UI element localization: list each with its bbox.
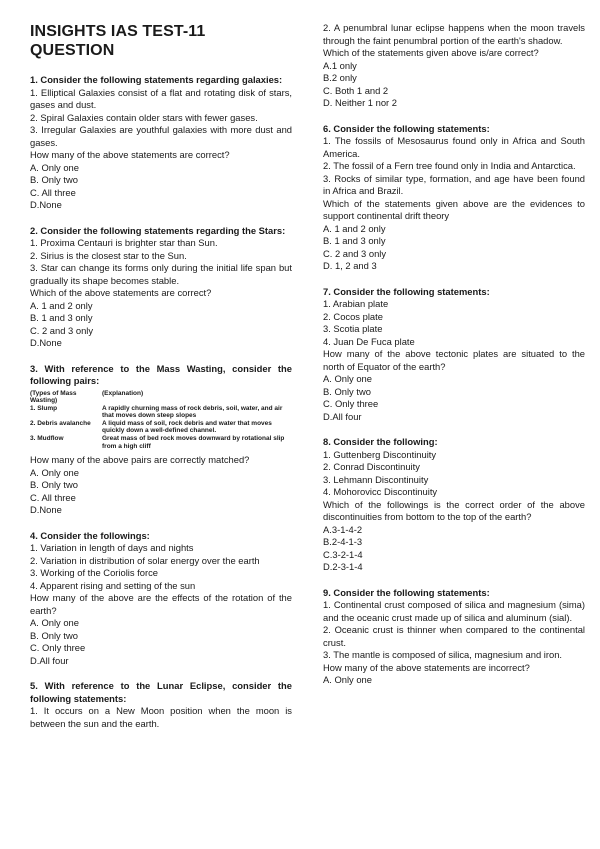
- question-line: A. Only one: [30, 161, 79, 173]
- question-line: 4. Juan De Fuca plate: [323, 335, 415, 347]
- question-heading: 7. Consider the following statements:: [323, 285, 490, 297]
- pairs-row: [30, 435, 292, 450]
- question-line: 1. It occurs on a New Moon position when the moon is between the sun and the earth.: [30, 705, 292, 729]
- question-line: C.3-2-1-4: [323, 548, 363, 560]
- pairs-cell: 1. Slump: [30, 404, 58, 412]
- pairs-cell: Great mass of bed rock moves downward by rotational slip from a high cliff: [102, 435, 285, 450]
- question-line: 1. Arabian plate: [323, 298, 389, 309]
- question-line: Which of the statements given above are the evidences to support continental drift theory: [323, 197, 585, 221]
- question-line: 3. Scotia plate: [323, 323, 383, 334]
- question-block: [323, 123, 585, 273]
- question-line: 3. Lehmann Discontinuity: [323, 473, 429, 485]
- question-line: 3. The mantle is composed of silica, magnesium and iron.: [323, 649, 563, 660]
- pairs-header-cell: (Types of Mass Wasting): [30, 389, 77, 405]
- question-block: [30, 530, 292, 668]
- question-line: How many of the above statements are correct?: [30, 149, 230, 160]
- question-line: How many of the above statements are incorrect?: [323, 661, 530, 673]
- question-line: D. 1, 2 and 3: [323, 260, 377, 271]
- question-line: A. Only one: [323, 674, 372, 685]
- pairs-cell: 2. Debris avalanche: [30, 419, 91, 427]
- question-line: 2. Conrad Discontinuity: [323, 461, 420, 472]
- question-line: D.None: [30, 337, 62, 348]
- question-line: B. Only two: [30, 479, 78, 491]
- question-heading: 1. Consider the following statements regarding galaxies:: [30, 74, 283, 85]
- question-line: How many of the above are the effects of the rotation of the earth?: [30, 592, 292, 616]
- question-line: How many of the above pairs are correctly matched?: [30, 454, 250, 466]
- question-line: 1. Elliptical Galaxies consist of a flat and rotating disk of stars, gases and dust.: [30, 86, 292, 110]
- question-line: B. Only two: [30, 629, 78, 641]
- question-block: [323, 22, 585, 110]
- question-heading: 4. Consider the followings:: [30, 529, 150, 541]
- question-line: D.None: [30, 504, 62, 516]
- question-line: B. Only two: [30, 174, 78, 185]
- question-line: 3. Star can change its forms only during the initial life span but gradually its shape becomes stable.: [30, 262, 292, 286]
- question-line: D.All four: [323, 410, 362, 422]
- question-block: [323, 436, 585, 574]
- question-line: 1. Continental crust composed of silica and magnesium (sima) and the oceanic crust made up of silica and aluminum (sial).: [323, 599, 585, 623]
- question-heading: 3. With reference to the Mass Wasting, consider the following pairs:: [30, 362, 292, 386]
- question-heading: 6. Consider the following statements:: [323, 122, 490, 134]
- question-line: A. Only one: [30, 617, 79, 629]
- pairs-header-cell: (Explanation): [102, 389, 144, 397]
- question-line: B. Only two: [323, 385, 371, 397]
- question-line: 2. Variation in distribution of solar energy over the earth: [30, 554, 260, 566]
- question-line: 4. Apparent rising and setting of the sun: [30, 579, 196, 591]
- question-block: [30, 74, 292, 212]
- question-line: D.2-3-1-4: [323, 561, 363, 572]
- question-line: C. Only three: [323, 398, 379, 409]
- question-line: Which of the statements given above is/are correct?: [323, 47, 539, 58]
- question-line: B.2-4-1-3: [323, 536, 363, 547]
- question-block: [30, 225, 292, 350]
- question-line: C. All three: [30, 186, 76, 198]
- page-title: INSIGHTS IAS TEST-11 QUESTION: [30, 23, 206, 59]
- left-question-list: [30, 74, 292, 730]
- question-line: A. Only one: [30, 466, 79, 478]
- question-line: 2. Spiral Galaxies contain older stars with fewer gases.: [30, 111, 258, 123]
- question-line: D. Neither 1 nor 2: [323, 97, 397, 108]
- question-line: A.1 only: [323, 59, 357, 71]
- question-block: [30, 363, 292, 517]
- pairs-header-row: [30, 390, 292, 405]
- question-line: A. 1 and 2 only: [323, 222, 386, 234]
- question-line: A. 1 and 2 only: [30, 299, 93, 311]
- question-line: Which of the above statements are correct?: [30, 287, 212, 298]
- question-line: 2. The fossil of a Fern tree found only in India and Antarctica.: [323, 160, 576, 171]
- question-line: 2. Oceanic crust is thinner when compared to the continental crust.: [323, 624, 585, 648]
- question-heading: 2. Consider the following statements regarding the Stars:: [30, 224, 286, 236]
- question-heading: 9. Consider the following statements:: [323, 586, 490, 598]
- pairs-cell: 3. Mudflow: [30, 435, 64, 443]
- question-line: B. 1 and 3 only: [30, 312, 93, 323]
- question-line: 4. Mohorovicc Discontinuity: [323, 486, 438, 497]
- question-line: 1. Proxima Centauri is brighter star than Sun.: [30, 237, 218, 248]
- question-line: C. Only three: [30, 642, 86, 654]
- question-line: 2. Sirius is the closest star to the Sun.: [30, 249, 187, 261]
- question-line: 1. Variation in length of days and nights: [30, 542, 194, 554]
- question-heading: 8. Consider the following:: [323, 436, 438, 447]
- question-line: 2. Cocos plate: [323, 310, 383, 322]
- question-line: Which of the followings is the correct order of the above discontinuities from bottom to the top of the earth?: [323, 498, 585, 522]
- question-line: 2. A penumbral lunar eclipse happens when the moon travels through the faint penumbral portion of the earth's shadow.: [323, 22, 585, 46]
- question-line: C. 2 and 3 only: [323, 247, 387, 259]
- question-line: A.3-1-4-2: [323, 523, 363, 535]
- question-line: 3. Working of the Coriolis force: [30, 567, 159, 579]
- pairs-cell: A liquid mass of soil, rock debris and water that moves quickly down a well-defined channel.: [102, 419, 272, 435]
- question-line: 1. The fossils of Mesosaurus found only in Africa and South America.: [323, 135, 585, 159]
- question-line: B. 1 and 3 only: [323, 235, 386, 246]
- question-line: C. All three: [30, 491, 76, 503]
- pairs-table: [30, 390, 292, 451]
- pairs-row: [30, 420, 292, 435]
- question-line: C. 2 and 3 only: [30, 324, 94, 336]
- pairs-row: [30, 405, 292, 420]
- left-column: [30, 22, 292, 743]
- pairs-cell: A rapidly churning mass of rock debris, soil, water, and air that moves down steep slopes: [102, 404, 283, 420]
- question-line: How many of the above tectonic plates are situated to the north of Equator of the earth?: [323, 348, 585, 372]
- question-line: A. Only one: [323, 373, 372, 384]
- question-line: 3. Rocks of similar type, formation, and age have been found in Africa and Brazil.: [323, 172, 585, 196]
- right-question-list: [323, 22, 585, 687]
- question-block: [323, 587, 585, 687]
- question-line: C. Both 1 and 2: [323, 84, 389, 96]
- question-line: D.All four: [30, 654, 69, 666]
- question-line: B.2 only: [323, 72, 357, 83]
- question-line: 3. Irregular Galaxies are youthful galaxies with more dust and gases.: [30, 124, 292, 148]
- question-block: [323, 286, 585, 424]
- question-block: [30, 680, 292, 730]
- question-line: D.None: [30, 199, 62, 210]
- question-heading: 5. With reference to the Lunar Eclipse, consider the following statements:: [30, 680, 292, 704]
- right-column: [323, 22, 585, 700]
- question-line: 1. Guttenberg Discontinuity: [323, 448, 437, 460]
